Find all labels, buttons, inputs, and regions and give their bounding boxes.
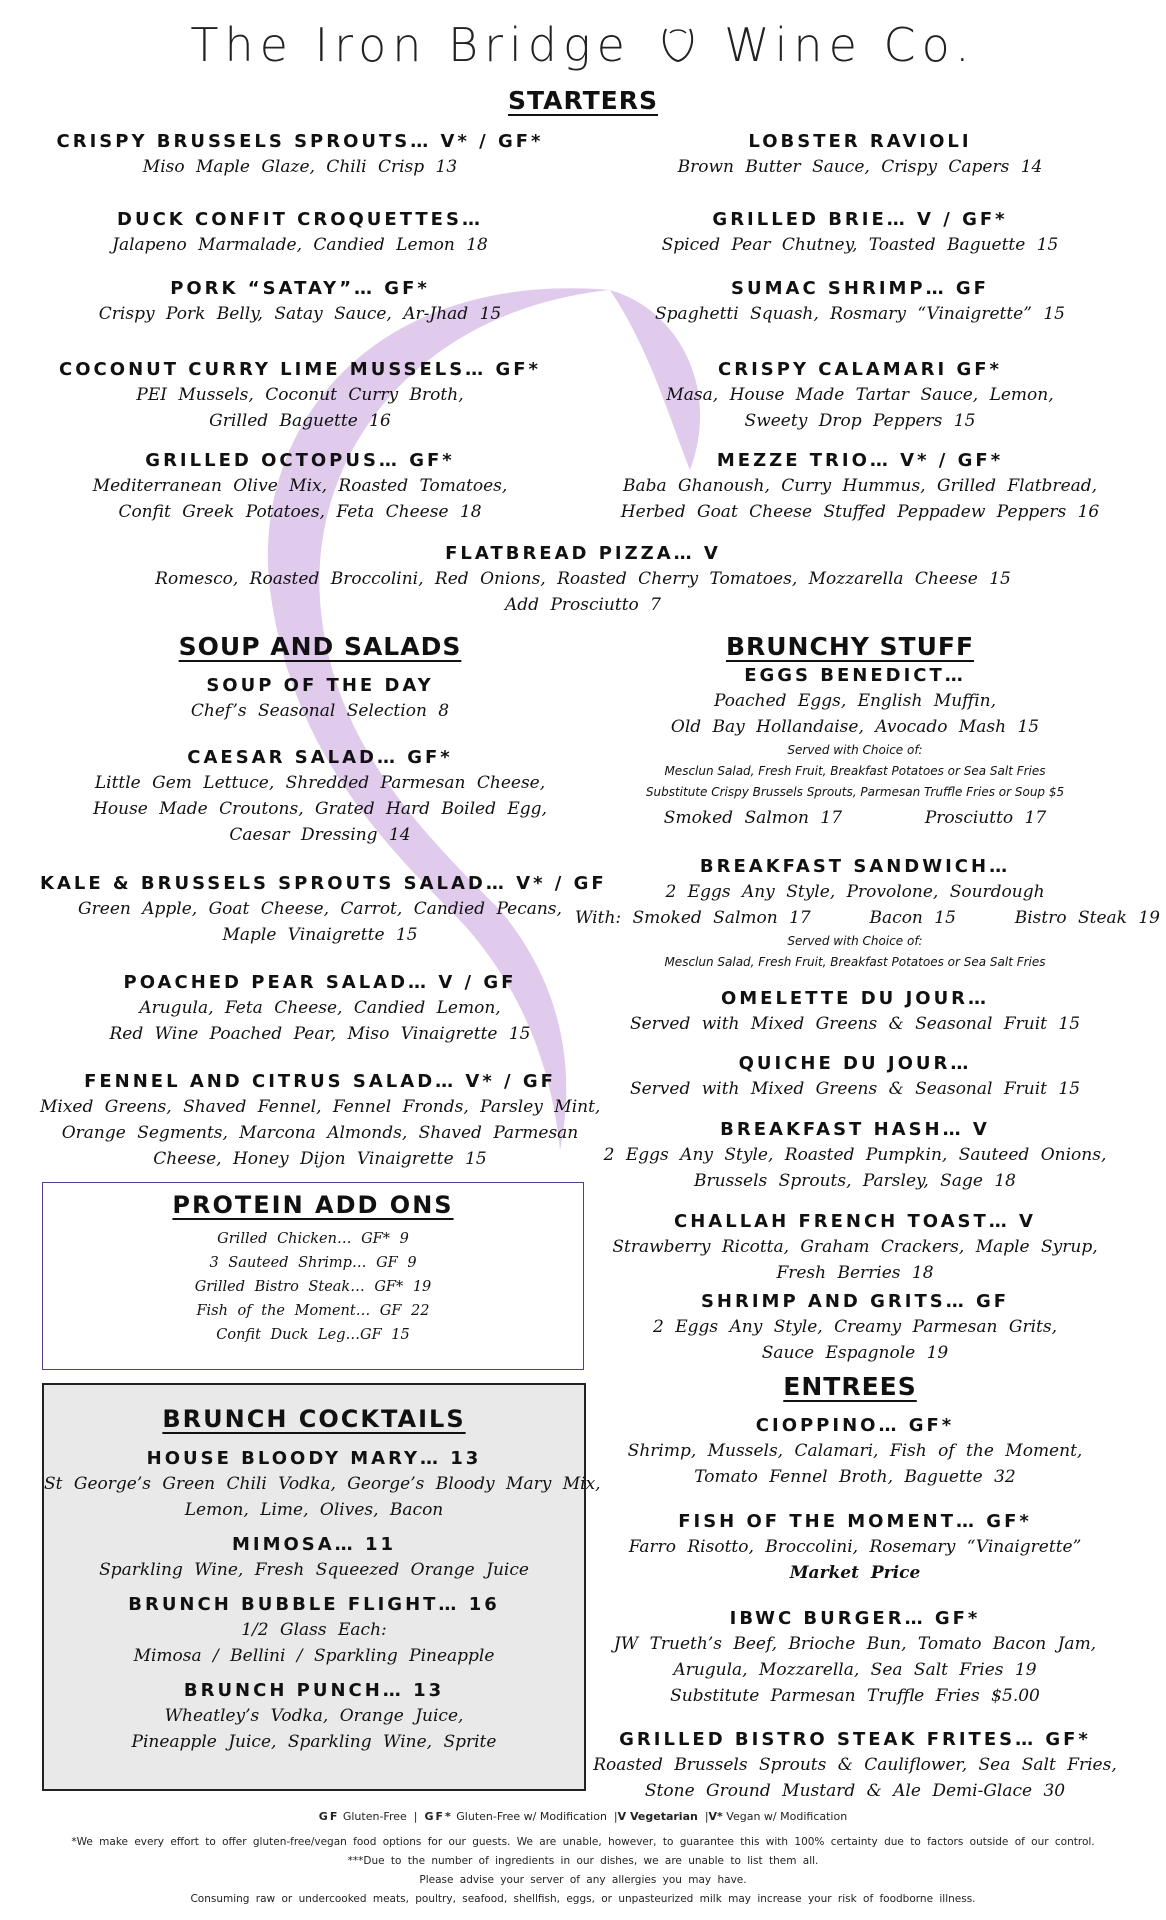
item-desc: Orange Segments, Marcona Almonds, Shaved Parmesan <box>61 1123 579 1143</box>
item-name: PORK “SATAY”… GF* <box>170 278 430 299</box>
item-name: MIMOSA… 11 <box>231 1534 397 1555</box>
item-desc: Romesco, Roasted Broccolini, Red Onions, Roasted Cherry Tomatoes, Mozzarella Cheese 15 <box>155 569 1011 589</box>
item-name: SHRIMP AND GRITS… GF <box>700 1291 1010 1312</box>
item-note: Substitute Crispy Brussels Sprouts, Parmesan Truffle Fries or Soup $5 <box>645 785 1065 799</box>
starter-brie <box>590 208 1130 258</box>
item-desc: Stone Ground Mustard & Ale Demi-Glace 30 <box>644 1781 1066 1801</box>
item-desc: 1/2 Glass Each: <box>241 1620 387 1640</box>
item-desc: House Made Croutons, Grated Hard Boiled Egg, <box>93 799 547 819</box>
entrees-heading: ENTREES <box>783 1372 917 1401</box>
starter-calamari <box>590 358 1130 434</box>
extra-steak: Bistro Steak 19 <box>1014 908 1160 928</box>
starter-ravioli <box>590 130 1130 180</box>
dietary-legend: GF Gluten-Free | GF* Gluten-Free w/ Modification |V Vegetarian |V* Vegan w/ Modification <box>318 1810 848 1823</box>
item-name: HOUSE BLOODY MARY… 13 <box>146 1448 482 1469</box>
item-extras <box>575 805 1135 831</box>
item-name: LOBSTER RAVIOLI <box>748 131 972 152</box>
item-desc: Roasted Brussels Sprouts & Cauliflower, Sea Salt Fries, <box>593 1755 1117 1775</box>
breakfast-hash <box>575 1118 1135 1194</box>
item-name: CRISPY CALAMARI GF* <box>718 359 1002 380</box>
item-desc: Little Gem Lettuce, Shredded Parmesan Cheese, <box>94 773 546 793</box>
item-desc: Pineapple Juice, Sparkling Wine, Sprite <box>131 1732 497 1752</box>
item-extras <box>575 905 1160 931</box>
brand-header <box>0 18 1166 73</box>
item-name: CHALLAH FRENCH TOAST… V <box>674 1211 1036 1232</box>
item-name: OMELETTE DU JOUR… <box>720 988 990 1009</box>
brunch-cocktails-box <box>42 1383 601 1791</box>
item-desc: Mixed Greens, Shaved Fennel, Fennel Fronds, Parsley Mint, <box>40 1097 601 1117</box>
item-desc: 2 Eggs Any Style, Provolone, Sourdough <box>665 882 1045 902</box>
bistro-steak <box>575 1728 1135 1804</box>
item-desc: Farro Risotto, Broccolini, Rosemary “Vinaigrette” <box>628 1537 1082 1557</box>
cocktail-flight <box>44 1593 584 1669</box>
item-desc: Herbed Goat Cheese Stuffed Peppadew Peppers 16 <box>620 502 1100 522</box>
item-desc: 2 Eggs Any Style, Creamy Parmesan Grits, <box>652 1317 1058 1337</box>
item-desc: Baba Ghanoush, Curry Hummus, Grilled Flatbread, <box>622 476 1098 496</box>
gf-code: GF <box>318 1810 340 1823</box>
item-name: SUMAC SHRIMP… GF <box>731 278 989 299</box>
item-desc: Shrimp, Mussels, Calamari, Fish of the Moment, <box>627 1441 1083 1461</box>
item-desc: Miso Maple Glaze, Chili Crisp 13 <box>142 157 458 177</box>
item-desc: Caesar Dressing 14 <box>229 825 411 845</box>
item-desc: Substitute Parmesan Truffle Fries $5.00 <box>670 1686 1040 1706</box>
starter-octopus <box>30 449 570 525</box>
soups-heading: SOUP AND SALADS <box>178 632 462 661</box>
item-desc: Lemon, Lime, Olives, Bacon <box>184 1500 444 1520</box>
item-desc: Spaghetti Squash, Rosmary “Vinaigrette” 15 <box>655 304 1065 324</box>
breakfast-sandwich <box>575 855 1160 973</box>
shrimp-grits <box>575 1290 1135 1366</box>
protein-heading: PROTEIN ADD ONS <box>172 1191 454 1219</box>
soup-of-day <box>40 674 600 724</box>
item-desc: Brussels Sprouts, Parsley, Sage 18 <box>694 1171 1016 1191</box>
item-name: CAESAR SALAD… GF* <box>187 747 453 768</box>
item-desc: Jalapeno Marmalade, Candied Lemon 18 <box>112 235 488 255</box>
item-name: EGGS BENEDICT… <box>744 665 966 686</box>
item-desc: Grilled Baguette 16 <box>209 411 391 431</box>
extra-salmon: Smoked Salmon 17 <box>663 808 843 828</box>
cioppino <box>575 1414 1135 1490</box>
disclaimer-line: *We make every effort to offer gluten-free/vegan food options for our guests. We are unable, however, to guarantee this with 100% certainty due to factors outside of our control. <box>71 1836 1095 1848</box>
cocktail-bloody-mary <box>44 1447 601 1523</box>
item-name: BREAKFAST HASH… V <box>720 1119 990 1140</box>
item-desc: Maple Vinaigrette 15 <box>222 925 418 945</box>
item-desc: Fresh Berries 18 <box>776 1263 934 1283</box>
item-note: Mesclun Salad, Fresh Fruit, Breakfast Potatoes or Sea Salt Fries <box>664 764 1046 778</box>
item-desc: Sauce Espagnole 19 <box>761 1343 949 1363</box>
item-desc: Confit Greek Potatoes, Feta Cheese 18 <box>118 502 482 522</box>
item-name: IBWC BURGER… GF* <box>729 1608 981 1629</box>
item-desc: PEI Mussels, Coconut Curry Broth, <box>136 385 464 405</box>
omelette <box>575 987 1135 1037</box>
extra-bacon: Bacon 15 <box>869 908 956 928</box>
brand-name-right: Wine Co. <box>724 18 976 72</box>
item-name: QUICHE DU JOUR… <box>738 1053 972 1074</box>
challah-toast <box>575 1210 1135 1286</box>
disclaimer-line: ***Due to the number of ingredients in our dishes, we are unable to list them all. <box>347 1855 819 1867</box>
item-desc: Spiced Pear Chutney, Toasted Baguette 15 <box>661 235 1059 255</box>
gfs-label: Gluten-Free w/ Modification <box>456 1810 607 1823</box>
protein-item: 3 Sauteed Shrimp… GF 9 <box>209 1255 417 1271</box>
item-desc: Arugula, Feta Cheese, Candied Lemon, <box>139 998 501 1018</box>
protein-add-ons-box <box>42 1182 584 1370</box>
item-desc: Red Wine Poached Pear, Miso Vinaigrette 15 <box>109 1024 531 1044</box>
item-desc: 2 Eggs Any Style, Roasted Pumpkin, Sauteed Onions, <box>603 1145 1107 1165</box>
item-name: DUCK CONFIT CROQUETTES… <box>117 209 483 230</box>
item-desc: Wheatley’s Vodka, Orange Juice, <box>164 1706 464 1726</box>
wine-glass-icon <box>658 25 698 73</box>
item-name: POACHED PEAR SALAD… V / GF <box>123 972 517 993</box>
ibwc-burger <box>575 1607 1135 1709</box>
item-desc: Served with Mixed Greens & Seasonal Fruit 15 <box>629 1079 1081 1099</box>
quiche <box>575 1052 1135 1102</box>
disclaimer-line: Consuming raw or undercooked meats, poultry, seafood, shellfish, eggs, or unpasteurized milk may increase your risk of foodborne illness. <box>190 1893 976 1905</box>
item-desc: Served with Mixed Greens & Seasonal Fruit 15 <box>629 1014 1081 1034</box>
item-desc: St George’s Green Chili Vodka, George’s Bloody Mary Mix, <box>44 1474 601 1494</box>
item-name: CIOPPINO… GF* <box>755 1415 955 1436</box>
item-desc: Add Prosciutto 7 <box>505 595 661 615</box>
item-name: BRUNCH PUNCH… 13 <box>183 1680 445 1701</box>
item-name: GRILLED BISTRO STEAK FRITES… GF* <box>619 1729 1091 1750</box>
brunchy-heading: BRUNCHY STUFF <box>725 632 975 661</box>
starter-mezze <box>590 449 1130 525</box>
gf-label: Gluten-Free <box>342 1810 407 1823</box>
item-name: FENNEL AND CITRUS SALAD… V* / GF <box>84 1071 556 1092</box>
brand-name-left: The Iron Bridge <box>190 18 631 72</box>
gfs-code: GF* <box>424 1810 453 1823</box>
item-desc: Poached Eggs, English Muffin, <box>713 691 997 711</box>
item-note: Mesclun Salad, Fresh Fruit, Breakfast Potatoes or Sea Salt Fries <box>664 955 1046 969</box>
item-price: Market Price <box>789 1563 921 1583</box>
protein-item: Confit Duck Leg…GF 15 <box>216 1327 410 1343</box>
vs-label: Vegan w/ Modification <box>726 1810 848 1823</box>
extra-prosciutto: Prosciutto 17 <box>924 808 1047 828</box>
item-name: FISH OF THE MOMENT… GF* <box>678 1511 1032 1532</box>
item-name: GRILLED OCTOPUS… GF* <box>145 450 455 471</box>
pear-salad <box>40 971 600 1047</box>
kale-salad <box>40 872 607 948</box>
item-desc: Arugula, Mozzarella, Sea Salt Fries 19 <box>673 1660 1037 1680</box>
item-desc: JW Trueth’s Beef, Brioche Bun, Tomato Bacon Jam, <box>613 1634 1097 1654</box>
disclaimer-line: Please advise your server of any allergies you may have. <box>419 1874 747 1886</box>
item-name: GRILLED BRIE… V / GF* <box>712 209 1008 230</box>
starter-flatbread <box>0 542 1166 618</box>
v-code: V Vegetarian <box>617 1810 698 1823</box>
item-name: MEZZE TRIO… V* / GF* <box>716 450 1004 471</box>
item-name: CRISPY BRUSSELS SPROUTS… V* / GF* <box>56 131 544 152</box>
starter-shrimp <box>590 277 1130 327</box>
eggs-benedict <box>575 664 1135 831</box>
item-note: Served with Choice of: <box>787 934 923 948</box>
item-name: KALE & BRUSSELS SPROUTS SALAD… V* / GF <box>40 873 607 894</box>
item-desc: Mimosa / Bellini / Sparkling Pineapple <box>133 1646 495 1666</box>
item-desc: Tomato Fennel Broth, Baguette 32 <box>694 1467 1016 1487</box>
starter-mussels <box>30 358 570 434</box>
item-note: Served with Choice of: <box>787 743 923 757</box>
item-desc: Brown Butter Sauce, Crispy Capers 14 <box>677 157 1043 177</box>
item-desc: Sparkling Wine, Fresh Squeezed Orange Juice <box>99 1560 529 1580</box>
item-name: BRUNCH BUBBLE FLIGHT… 16 <box>128 1594 500 1615</box>
item-desc: Mediterranean Olive Mix, Roasted Tomatoes, <box>92 476 508 496</box>
cocktails-heading: BRUNCH COCKTAILS <box>162 1405 466 1433</box>
cocktail-mimosa <box>44 1533 584 1583</box>
fish-of-moment <box>575 1510 1135 1586</box>
item-desc: Masa, House Made Tartar Sauce, Lemon, <box>666 385 1054 405</box>
item-name: SOUP OF THE DAY <box>206 675 434 696</box>
protein-item: Grilled Bistro Steak… GF* 19 <box>194 1279 432 1295</box>
item-desc: Sweety Drop Peppers 15 <box>744 411 976 431</box>
caesar-salad <box>40 746 600 848</box>
cocktail-punch <box>44 1679 584 1755</box>
fennel-salad <box>40 1070 600 1172</box>
starters-heading: STARTERS <box>508 86 658 115</box>
starter-pork <box>30 277 570 327</box>
starter-brussels <box>30 130 570 180</box>
protein-item: Fish of the Moment… GF 22 <box>196 1303 430 1319</box>
protein-item: Grilled Chicken… GF* 9 <box>217 1231 409 1247</box>
item-desc: Chef’s Seasonal Selection 8 <box>190 701 450 721</box>
item-desc: Green Apple, Goat Cheese, Carrot, Candied Pecans, <box>78 899 562 919</box>
item-desc: Crispy Pork Belly, Satay Sauce, Ar-Jhad 15 <box>98 304 502 324</box>
item-name: FLATBREAD PIZZA… V <box>445 543 721 564</box>
item-desc: Strawberry Ricotta, Graham Crackers, Maple Syrup, <box>612 1237 1098 1257</box>
item-name: BREAKFAST SANDWICH… <box>699 856 1011 877</box>
vs-code: V* <box>708 1810 723 1823</box>
item-desc: Cheese, Honey Dijon Vinaigrette 15 <box>153 1149 487 1169</box>
extra-salmon: With: Smoked Salmon 17 <box>575 908 811 928</box>
item-name: COCONUT CURRY LIME MUSSELS… GF* <box>59 359 541 380</box>
starter-duck <box>30 208 570 258</box>
item-desc: Old Bay Hollandaise, Avocado Mash 15 <box>670 717 1040 737</box>
